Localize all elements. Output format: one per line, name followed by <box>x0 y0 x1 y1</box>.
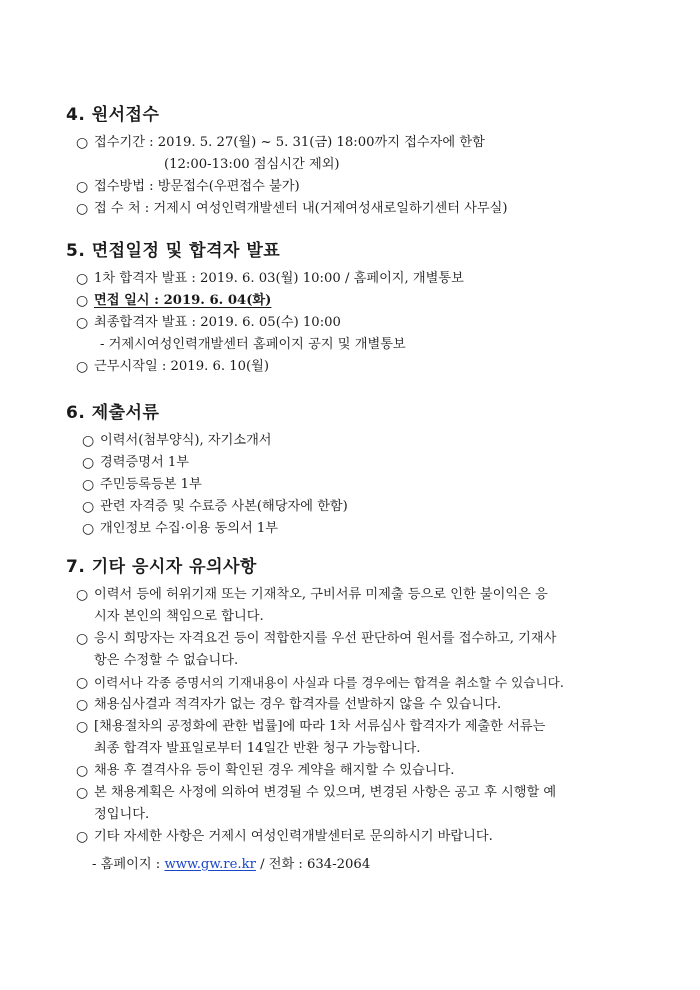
item-text: 기타 자세한 사항은 거제시 여성인력개발센터로 문의하시기 바랍니다. <box>94 829 493 844</box>
contact-line <box>66 854 640 876</box>
item-text: 본 채용계획은 사정에 의하여 변경될 수 있으며, 변경된 사항은 공고 후 시행할 예 <box>94 785 557 800</box>
list-item <box>66 518 640 540</box>
list-item <box>66 268 640 290</box>
circle-bullet-icon: ○ <box>76 785 89 801</box>
item-text: 주민등록등본 1부 <box>100 477 202 492</box>
circle-bullet-icon: ○ <box>76 829 89 845</box>
circle-bullet-icon: ○ <box>82 521 95 537</box>
circle-bullet-icon: ○ <box>76 719 89 735</box>
circle-bullet-icon: ○ <box>76 315 89 331</box>
item-text: 응시 희망자는 자격요건 등이 적합한지를 우선 판단하여 원서를 접수하고, 기재사 <box>94 631 557 646</box>
list-item <box>66 452 640 474</box>
list-item <box>66 176 640 198</box>
circle-bullet-icon: ○ <box>82 477 95 493</box>
section-interview-schedule <box>66 240 640 378</box>
section-title: 4. 원서접수 <box>66 105 160 125</box>
circle-bullet-icon: ○ <box>76 179 89 195</box>
item-text: 접수방법 : 방문접수(우편접수 불가) <box>94 179 300 194</box>
item-continuation: 최종 합격자 발표일로부터 14일간 반환 청구 가능합니다. <box>94 741 421 756</box>
circle-bullet-icon: ○ <box>76 675 89 691</box>
circle-bullet-icon: ○ <box>82 499 95 515</box>
list-item <box>66 628 640 672</box>
interview-date-text: 면접 일시 : 2019. 6. 04(화) <box>94 293 272 308</box>
item-text: 이력서(첨부양식), 자기소개서 <box>100 433 272 448</box>
list-item <box>66 356 640 378</box>
list-item <box>66 474 640 496</box>
item-text: [채용절차의 공정화에 관한 법률]에 따라 1차 서류심사 합격자가 제출한 서류는 <box>94 719 546 734</box>
list-item <box>66 496 640 518</box>
item-text: 1차 합격자 발표 : 2019. 6. 03(월) 10:00 / 홈페이지, 개별통보 <box>94 271 464 286</box>
circle-bullet-icon: ○ <box>76 697 89 713</box>
item-continuation: - 거제시여성인력개발센터 홈페이지 공지 및 개별통보 <box>100 337 406 352</box>
contact-prefix: - 홈페이지 : <box>92 857 165 872</box>
item-continuation: (12:00-13:00 점심시간 제외) <box>164 157 340 172</box>
item-continuation: 정입니다. <box>94 807 150 822</box>
item-continuation: 시자 본인의 책임으로 합니다. <box>94 609 264 624</box>
list-item <box>66 584 640 628</box>
list-item <box>66 760 640 782</box>
section-required-documents <box>66 402 640 540</box>
item-text: 경력증명서 1부 <box>100 455 190 470</box>
item-continuation: 항은 수정할 수 없습니다. <box>94 653 239 668</box>
circle-bullet-icon: ○ <box>76 631 89 647</box>
item-text: 이력서 등에 허위기재 또는 기재착오, 구비서류 미제출 등으로 인한 불이익은 응 <box>94 587 548 602</box>
circle-bullet-icon: ○ <box>76 135 89 151</box>
list-item <box>66 198 640 220</box>
homepage-link[interactable]: www.gw.re.kr <box>164 857 256 872</box>
circle-bullet-icon: ○ <box>76 587 89 603</box>
list-item <box>66 694 640 716</box>
list-item <box>66 826 640 848</box>
item-text: 개인정보 수집·이용 동의서 1부 <box>100 521 279 536</box>
contact-phone: / 전화 : 634-2064 <box>255 857 371 872</box>
item-text: 이력서나 각종 증명서의 기재내용이 사실과 다를 경우에는 합격을 취소할 수 있습니다. <box>94 675 564 690</box>
circle-bullet-icon: ○ <box>76 293 89 309</box>
list-item <box>66 782 640 826</box>
item-text: 채용 후 결격사유 등이 확인된 경우 계약을 해지할 수 있습니다. <box>94 763 455 778</box>
circle-bullet-icon: ○ <box>76 271 89 287</box>
circle-bullet-icon: ○ <box>76 763 89 779</box>
section-application <box>66 104 640 220</box>
list-item <box>66 132 640 176</box>
list-item <box>66 290 640 312</box>
item-text: 접수기간 : 2019. 5. 27(월) ~ 5. 31(금) 18:00까지 접수자에 한함 <box>94 135 485 150</box>
circle-bullet-icon: ○ <box>82 433 95 449</box>
circle-bullet-icon: ○ <box>82 455 95 471</box>
section-applicant-notes <box>66 556 640 876</box>
section-title: 6. 제출서류 <box>66 403 160 423</box>
section-title: 7. 기타 응시자 유의사항 <box>66 557 257 577</box>
list-item <box>66 312 640 356</box>
list-item <box>66 716 640 760</box>
item-text: 근무시작일 : 2019. 6. 10(월) <box>94 359 270 374</box>
item-text: 채용심사결과 적격자가 없는 경우 합격자를 선발하지 않을 수 있습니다. <box>94 697 502 712</box>
section-title: 5. 면접일정 및 합격자 발표 <box>66 241 281 261</box>
list-item <box>66 672 640 694</box>
list-item <box>66 430 640 452</box>
circle-bullet-icon: ○ <box>76 201 89 217</box>
item-text: 접 수 처 : 거제시 여성인력개발센터 내(거제여성새로일하기센터 사무실) <box>94 201 508 216</box>
item-text: 최종합격자 발표 : 2019. 6. 05(수) 10:00 <box>94 315 341 330</box>
circle-bullet-icon: ○ <box>76 359 89 375</box>
item-text: 관련 자격증 및 수료증 사본(해당자에 한함) <box>100 499 348 514</box>
